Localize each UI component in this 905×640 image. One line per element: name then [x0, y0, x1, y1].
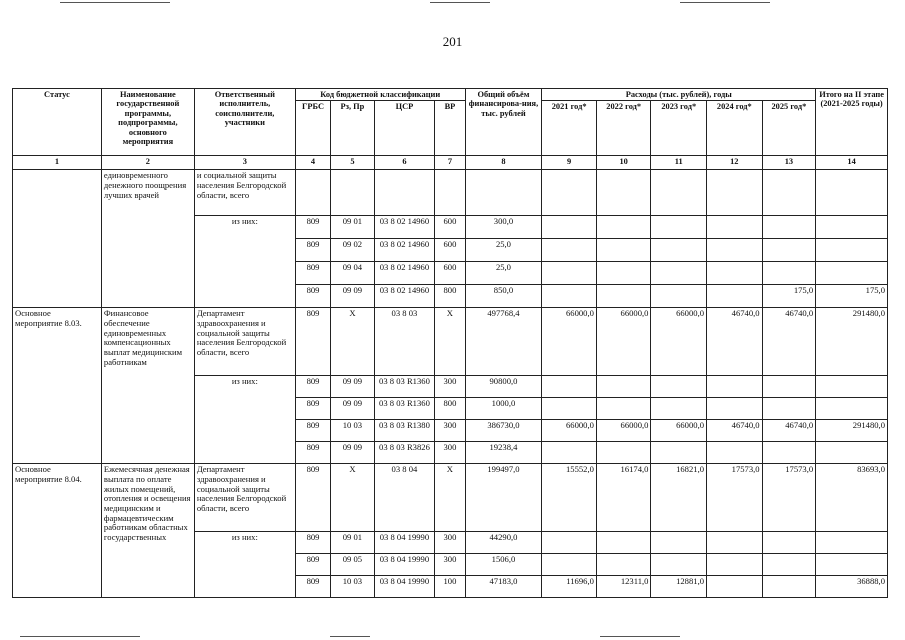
grbs-cell: 809	[295, 216, 330, 239]
year-cell	[542, 398, 597, 420]
responsible-cell: и социальной защиты населения Белгородской области, всего	[194, 170, 295, 216]
stage-cell: 36888,0	[816, 576, 888, 598]
responsible-cell: Департамент здравоохранения и социальной защиты населения Белгородской области, всего	[194, 308, 295, 376]
year-cell	[651, 216, 707, 239]
of-which-label: из них:	[194, 216, 295, 308]
stage-cell	[816, 170, 888, 216]
year-cell	[762, 576, 816, 598]
rzpr-cell: 09 09	[331, 398, 374, 420]
column-number-row	[13, 156, 888, 170]
csr-cell: 03 8 03 R1360	[374, 376, 435, 398]
total-cell: 90800,0	[465, 376, 542, 398]
scan-artifact-line	[60, 2, 170, 3]
year-cell: 15552,0	[542, 464, 597, 532]
rzpr-cell: 09 02	[331, 239, 374, 262]
column-number: 2	[101, 156, 194, 170]
year-cell: 66000,0	[651, 308, 707, 376]
year-cell	[707, 532, 763, 554]
year-cell	[651, 170, 707, 216]
grbs-cell: 809	[295, 532, 330, 554]
total-cell: 19238,4	[465, 442, 542, 464]
total-cell: 199497,0	[465, 464, 542, 532]
total-cell: 386730,0	[465, 420, 542, 442]
rzpr-cell: 09 01	[331, 532, 374, 554]
csr-cell: 03 8 03 R3826	[374, 442, 435, 464]
total-cell	[465, 170, 542, 216]
vr-cell: 300	[435, 532, 465, 554]
year-cell: 17573,0	[762, 464, 816, 532]
total-cell: 1000,0	[465, 398, 542, 420]
year-cell	[762, 398, 816, 420]
year-cell	[707, 442, 763, 464]
vr-cell: 300	[435, 442, 465, 464]
year-cell	[651, 285, 707, 308]
column-number: 3	[194, 156, 295, 170]
rzpr-cell: 10 03	[331, 420, 374, 442]
stage-cell	[816, 398, 888, 420]
column-number: 5	[331, 156, 374, 170]
activity-name: Финансовое обеспечение единовременных компенсационных выплат медицинским работникам	[101, 308, 194, 464]
year-cell: 66000,0	[651, 420, 707, 442]
col-expenses-group: Расходы (тыс. рублей), годы	[542, 89, 816, 101]
csr-cell: 03 8 04 19990	[374, 554, 435, 576]
col-grbs: ГРБС	[295, 101, 330, 156]
column-number: 6	[374, 156, 435, 170]
stage-cell: 291480,0	[816, 420, 888, 442]
year-cell	[651, 554, 707, 576]
year-cell	[707, 262, 763, 285]
grbs-cell: 809	[295, 420, 330, 442]
of-which-label: из них:	[194, 532, 295, 598]
year-cell: 16174,0	[596, 464, 651, 532]
table-row	[13, 464, 888, 532]
csr-cell	[374, 170, 435, 216]
grbs-cell: 809	[295, 239, 330, 262]
scan-artifact-line	[20, 636, 140, 637]
year-cell	[596, 170, 651, 216]
year-cell	[542, 442, 597, 464]
year-cell	[707, 216, 763, 239]
column-number: 9	[542, 156, 597, 170]
year-cell	[762, 170, 816, 216]
rzpr-cell: 09 09	[331, 376, 374, 398]
column-number: 12	[707, 156, 763, 170]
col-2024: 2024 год*	[707, 101, 763, 156]
col-budget-code-group: Код бюджетной классификации	[295, 89, 465, 101]
col-total-volume: Общий объём финансирова-ния, тыс. рублей	[465, 89, 542, 156]
year-cell	[596, 376, 651, 398]
year-cell	[651, 239, 707, 262]
year-cell	[707, 398, 763, 420]
vr-cell: Х	[435, 308, 465, 376]
year-cell	[707, 576, 763, 598]
year-cell	[651, 398, 707, 420]
year-cell	[651, 442, 707, 464]
year-cell	[542, 170, 597, 216]
col-vr: ВР	[435, 101, 465, 156]
vr-cell: 800	[435, 398, 465, 420]
total-cell: 25,0	[465, 239, 542, 262]
vr-cell	[435, 170, 465, 216]
year-cell: 46740,0	[762, 420, 816, 442]
year-cell	[651, 262, 707, 285]
activity-name: единовременного денежного поощрения лучших врачей	[101, 170, 194, 308]
csr-cell: 03 8 03	[374, 308, 435, 376]
vr-cell: Х	[435, 464, 465, 532]
rzpr-cell: Х	[331, 308, 374, 376]
scan-artifact-line	[330, 636, 370, 637]
year-cell	[596, 285, 651, 308]
year-cell	[596, 554, 651, 576]
year-cell	[707, 239, 763, 262]
year-cell: 11696,0	[542, 576, 597, 598]
grbs-cell: 809	[295, 262, 330, 285]
stage-cell	[816, 262, 888, 285]
year-cell	[542, 216, 597, 239]
stage-cell	[816, 376, 888, 398]
vr-cell: 600	[435, 239, 465, 262]
year-cell: 66000,0	[542, 308, 597, 376]
stage-cell: 83693,0	[816, 464, 888, 532]
rzpr-cell: 09 05	[331, 554, 374, 576]
status-cell: Основное мероприятие 8.03.	[13, 308, 102, 464]
year-cell: 66000,0	[542, 420, 597, 442]
grbs-cell: 809	[295, 554, 330, 576]
table-row	[13, 308, 888, 376]
year-cell	[596, 239, 651, 262]
csr-cell: 03 8 02 14960	[374, 216, 435, 239]
year-cell	[651, 376, 707, 398]
col-2025: 2025 год*	[762, 101, 816, 156]
year-cell: 12881,0	[651, 576, 707, 598]
rzpr-cell: 09 09	[331, 442, 374, 464]
column-number: 7	[435, 156, 465, 170]
rzpr-cell: 10 03	[331, 576, 374, 598]
total-cell: 1506,0	[465, 554, 542, 576]
total-cell: 47183,0	[465, 576, 542, 598]
col-2022: 2022 год*	[596, 101, 651, 156]
col-status: Статус	[13, 89, 102, 156]
csr-cell: 03 8 02 14960	[374, 285, 435, 308]
csr-cell: 03 8 03 R1380	[374, 420, 435, 442]
csr-cell: 03 8 02 14960	[374, 239, 435, 262]
year-cell: 46740,0	[707, 308, 763, 376]
year-cell	[707, 170, 763, 216]
stage-cell	[816, 216, 888, 239]
total-cell: 497768,4	[465, 308, 542, 376]
year-cell	[542, 376, 597, 398]
year-cell: 12311,0	[596, 576, 651, 598]
stage-cell: 175,0	[816, 285, 888, 308]
of-which-label: из них:	[194, 376, 295, 464]
year-cell	[542, 532, 597, 554]
column-number: 10	[596, 156, 651, 170]
year-cell	[762, 262, 816, 285]
rzpr-cell: 09 01	[331, 216, 374, 239]
stage-cell: 291480,0	[816, 308, 888, 376]
col-rzpr: Рз, Пр	[331, 101, 374, 156]
year-cell: 17573,0	[707, 464, 763, 532]
year-cell	[596, 398, 651, 420]
responsible-cell: Департамент здравоохранения и социальной защиты населения Белгородской области, всего	[194, 464, 295, 532]
rzpr-cell: 09 04	[331, 262, 374, 285]
grbs-cell: 809	[295, 442, 330, 464]
vr-cell: 300	[435, 554, 465, 576]
csr-cell: 03 8 03 R1360	[374, 398, 435, 420]
year-cell	[707, 376, 763, 398]
column-number: 13	[762, 156, 816, 170]
year-cell	[542, 554, 597, 576]
stage-cell	[816, 532, 888, 554]
year-cell	[707, 285, 763, 308]
total-cell: 44290,0	[465, 532, 542, 554]
csr-cell: 03 8 04 19990	[374, 576, 435, 598]
column-number: 8	[465, 156, 542, 170]
vr-cell: 100	[435, 576, 465, 598]
header-row-1	[13, 89, 888, 101]
year-cell	[542, 285, 597, 308]
col-2021: 2021 год*	[542, 101, 597, 156]
scan-artifact-line	[600, 636, 680, 637]
status-cell: Основное мероприятие 8.04.	[13, 464, 102, 598]
year-cell	[762, 239, 816, 262]
page-number: 201	[442, 34, 463, 49]
vr-cell: 600	[435, 262, 465, 285]
year-cell	[762, 554, 816, 576]
csr-cell: 03 8 04	[374, 464, 435, 532]
grbs-cell: 809	[295, 398, 330, 420]
vr-cell: 300	[435, 420, 465, 442]
year-cell	[762, 442, 816, 464]
budget-table	[12, 88, 888, 598]
year-cell	[596, 532, 651, 554]
column-number: 4	[295, 156, 330, 170]
rzpr-cell	[331, 170, 374, 216]
stage-cell	[816, 554, 888, 576]
year-cell	[651, 532, 707, 554]
year-cell: 66000,0	[596, 420, 651, 442]
year-cell	[707, 554, 763, 576]
year-cell	[596, 262, 651, 285]
grbs-cell: 809	[295, 464, 330, 532]
grbs-cell: 809	[295, 576, 330, 598]
activity-name: Ежемесячная денежная выплата по оплате жилых помещений, отопления и освещения медицинским и фармацевтическим работникам областных государственных	[101, 464, 194, 598]
rzpr-cell: 09 09	[331, 285, 374, 308]
stage-cell	[816, 239, 888, 262]
status-cell	[13, 170, 102, 308]
vr-cell: 600	[435, 216, 465, 239]
column-number: 11	[651, 156, 707, 170]
column-number: 1	[13, 156, 102, 170]
grbs-cell	[295, 170, 330, 216]
year-cell	[762, 376, 816, 398]
year-cell: 66000,0	[596, 308, 651, 376]
total-cell: 850,0	[465, 285, 542, 308]
col-responsible: Ответственный исполнитель, соисполнители, участники	[194, 89, 295, 156]
total-cell: 25,0	[465, 262, 542, 285]
year-cell	[762, 532, 816, 554]
rzpr-cell: Х	[331, 464, 374, 532]
year-cell	[596, 442, 651, 464]
grbs-cell: 809	[295, 308, 330, 376]
vr-cell: 800	[435, 285, 465, 308]
total-cell: 300,0	[465, 216, 542, 239]
col-stage-total: Итого на II этапе (2021-2025 годы)	[816, 89, 888, 156]
col-csr: ЦСР	[374, 101, 435, 156]
year-cell	[542, 239, 597, 262]
scan-artifact-line	[430, 2, 490, 3]
year-cell: 46740,0	[762, 308, 816, 376]
csr-cell: 03 8 02 14960	[374, 262, 435, 285]
vr-cell: 300	[435, 376, 465, 398]
year-cell	[762, 216, 816, 239]
year-cell: 16821,0	[651, 464, 707, 532]
table-row	[13, 170, 888, 216]
col-2023: 2023 год*	[651, 101, 707, 156]
scan-artifact-line	[680, 2, 770, 3]
year-cell	[596, 216, 651, 239]
year-cell: 46740,0	[707, 420, 763, 442]
year-cell: 175,0	[762, 285, 816, 308]
csr-cell: 03 8 04 19990	[374, 532, 435, 554]
grbs-cell: 809	[295, 376, 330, 398]
stage-cell	[816, 442, 888, 464]
col-name: Наименование государственной программы, подпрограммы, основного мероприятия	[101, 89, 194, 156]
grbs-cell: 809	[295, 285, 330, 308]
column-number: 14	[816, 156, 888, 170]
year-cell	[542, 262, 597, 285]
